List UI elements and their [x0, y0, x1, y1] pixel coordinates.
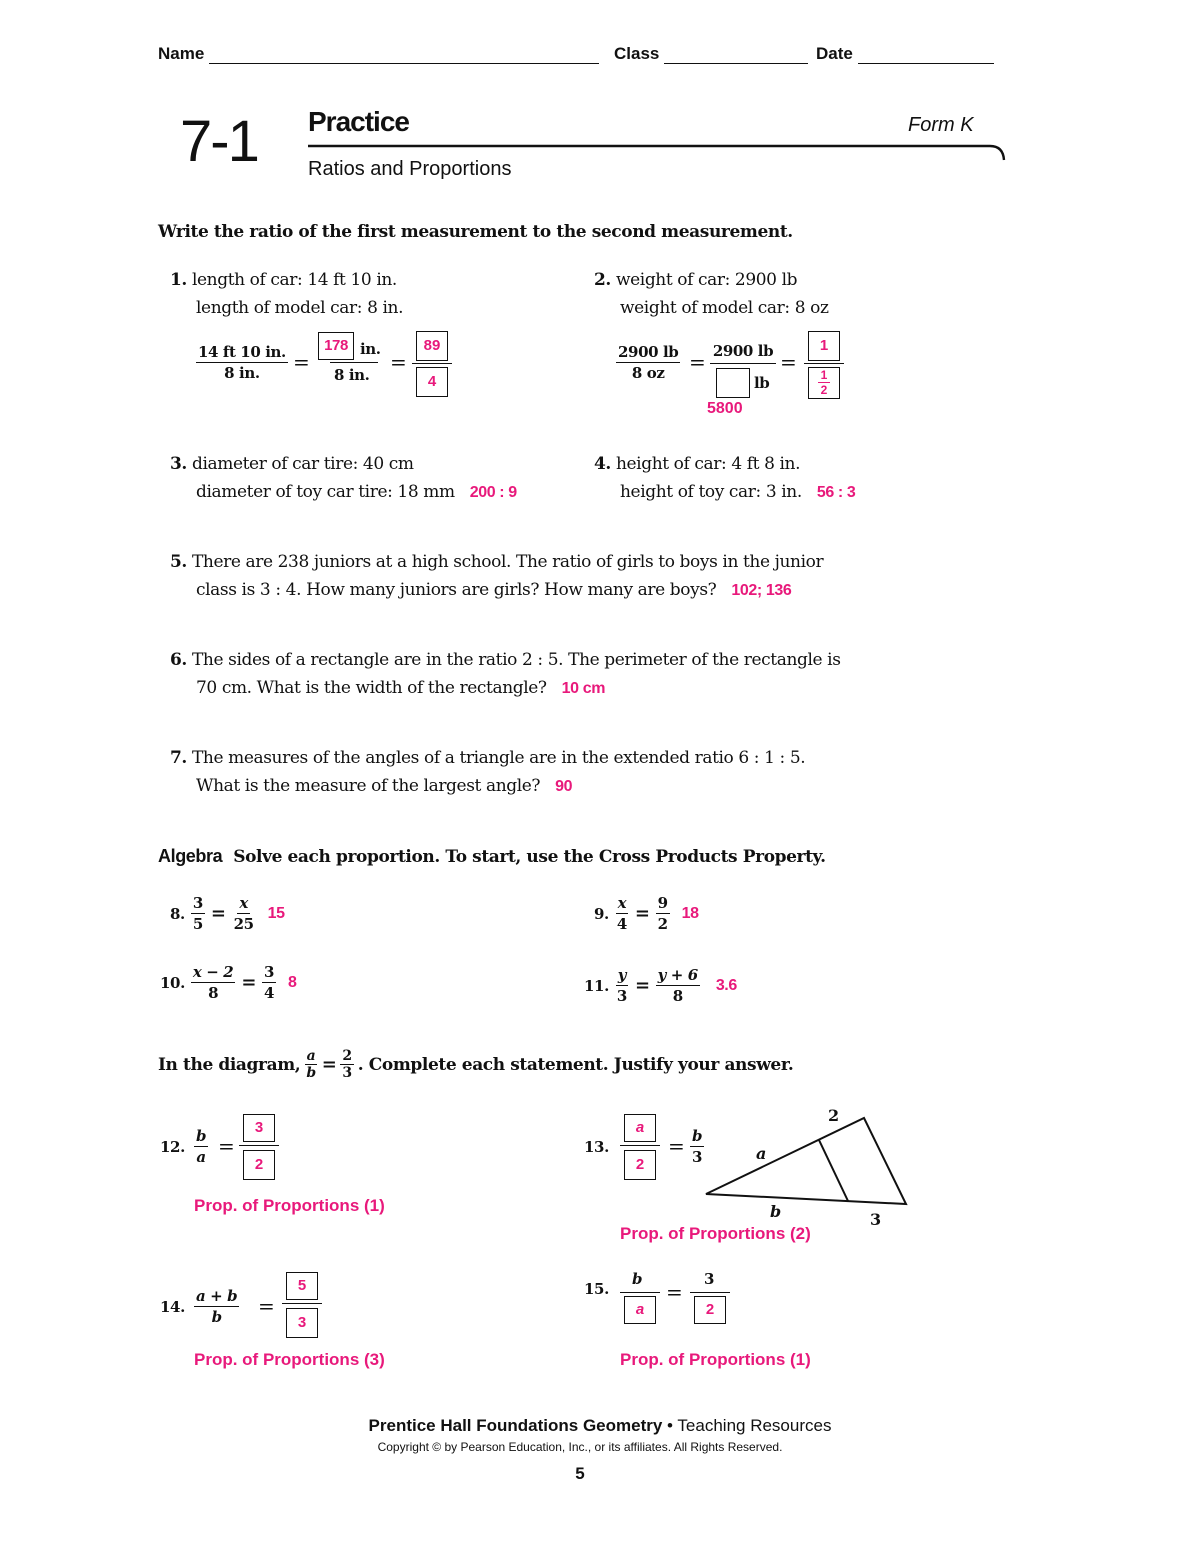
p15-eq: =: [666, 1280, 683, 1304]
triangle-outline: [706, 1118, 906, 1204]
p7-answer: 90: [555, 778, 573, 795]
date-field: Date: [816, 44, 994, 64]
p2-eq1: =: [689, 350, 706, 374]
subtitle: Ratios and Proportions: [308, 158, 512, 180]
diagram-label-2: 2: [828, 1106, 840, 1125]
problem-7: 7. The measures of the angles of a triangle are in the extended ratio 6 : 1 : 5. What is the measure of the largest angle? 90: [170, 748, 806, 796]
p1-frac1: $\frac{14 ft 10 in.}{8 in.}$: [198, 343, 286, 382]
p2-empty-box: [716, 368, 750, 398]
p2-answer-den: 1 2: [808, 367, 840, 399]
problem-2: 2. weight of car: 2900 lb weight of model car: 8 oz: [594, 270, 829, 318]
class-line: [664, 45, 808, 64]
p1-answer-bar: [412, 363, 452, 364]
section3-instruction: In the diagram, $\frac{a}{b}$ = $\frac{2}{3}$ . Complete each statement. Justify your answer.: [158, 1048, 794, 1081]
name-field: Name: [158, 44, 599, 64]
p1-box-178: 178: [318, 332, 354, 360]
p13-eq: =: [668, 1134, 685, 1158]
p15-num: 15.: [584, 1280, 609, 1298]
p13-reason: Prop. of Proportions (2): [620, 1224, 811, 1243]
form-label: Form K: [908, 114, 974, 136]
p14-box-num: 5: [286, 1272, 318, 1300]
p2-frac2-unit: lb: [754, 374, 770, 392]
footer-book: Prentice Hall Foundations Geometry • Teaching Resources: [368, 1416, 832, 1435]
p1-answer-num: 89: [416, 331, 448, 361]
p3-answer: 200 : 9: [469, 484, 517, 501]
p4-answer: 56 : 3: [816, 484, 856, 501]
section1-instruction: Write the ratio of the first measurement to the second measurement.: [158, 222, 793, 242]
p15-lhs-num: b: [632, 1270, 643, 1288]
p14-num: 14.: [160, 1298, 185, 1316]
p12-bar: [239, 1145, 279, 1146]
p2-eq2: =: [780, 350, 797, 374]
problem-11: 11. $\frac{y}{3}$ = $\frac{y + 6}{8}$ 3.6: [584, 966, 737, 1005]
p2-frac2-num: 2900 lb: [710, 342, 776, 364]
lesson-number: 7-1: [180, 109, 258, 174]
p2-answer-5800: 5800: [707, 400, 743, 417]
p12-box-den: 2: [243, 1150, 275, 1180]
class-field: Class: [614, 44, 808, 64]
p15-rhs-bar: [690, 1292, 730, 1293]
p15-box-a: a: [624, 1296, 656, 1324]
p15-lhs-bar: [620, 1292, 660, 1293]
p10-answer: 8: [288, 973, 297, 991]
diagram-label-a: a: [756, 1144, 767, 1163]
p12-num: 12.: [160, 1138, 185, 1156]
p1-eq2: =: [390, 350, 407, 374]
problem-9: 9. $\frac{x}{4}$ = $\frac{9}{2}$ 18: [594, 894, 699, 933]
p13-num: 13.: [584, 1138, 609, 1156]
problem-6: 6. The sides of a rectangle are in the ratio 2 : 5. The perimeter of the rectangle is 70 cm. What is the width of the rectangle? 10 cm: [170, 650, 841, 698]
date-line: [858, 45, 994, 64]
p11-answer: 3.6: [715, 976, 737, 994]
p1-eq1: =: [293, 350, 310, 374]
p14-lhs: $\frac{a + b}{b}$: [196, 1287, 238, 1326]
p15-reason: Prop. of Proportions (1): [620, 1350, 811, 1369]
p9-answer: 18: [681, 904, 699, 922]
p6-answer: 10 cm: [561, 680, 606, 697]
problem-8: 8. $\frac{3}{5}$ = $\frac{x}{25}$ 15: [170, 894, 285, 933]
triangle-parallel-segment: [819, 1140, 848, 1201]
problem-1: 1. length of car: 14 ft 10 in. length of model car: 8 in.: [170, 270, 404, 318]
p1-answer-den: 4: [416, 367, 448, 397]
problem-5: 5. There are 238 juniors at a high school. The ratio of girls to boys in the junior class is 3 : 4. How many juniors are girls? How many are boys? 102; 136: [170, 552, 824, 600]
p8-answer: 15: [267, 904, 285, 922]
triangle-diagram: [698, 1104, 918, 1234]
diagram-label-b: b: [770, 1202, 782, 1221]
p12-box-num: 3: [243, 1114, 275, 1142]
problem-3: 3. diameter of car tire: 40 cm diameter of toy car tire: 18 mm 200 : 9: [170, 454, 517, 502]
p15-rhs-num: 3: [704, 1270, 715, 1288]
p12-lhs: $\frac{b}{a}$: [196, 1127, 207, 1166]
p13-box-den: 2: [624, 1150, 656, 1180]
problem-10: 10. $\frac{x - 2}{8}$ = $\frac{3}{4}$ 8: [160, 963, 297, 1002]
practice-title: Practice: [308, 106, 409, 137]
p12-reason: Prop. of Proportions (1): [194, 1196, 385, 1215]
p14-bar: [282, 1303, 322, 1304]
p2-frac1: $\frac{2900 lb}{8 oz}$: [618, 343, 679, 382]
section2-heading: Algebra Solve each proportion. To start, use the Cross Products Property.: [158, 846, 826, 867]
p13-rhs: $\frac{b}{3}$: [692, 1127, 703, 1166]
page-number: 5: [575, 1464, 585, 1483]
p1-frac2-num: 178 in.: [330, 342, 378, 363]
p14-eq: =: [258, 1294, 275, 1318]
name-line: [209, 45, 599, 64]
p5-answer: 102; 136: [731, 582, 792, 599]
p2-answer-bar: [804, 363, 844, 364]
p12-eq: =: [218, 1134, 235, 1158]
p13-box-num: a: [624, 1114, 656, 1142]
p14-box-den: 3: [286, 1308, 318, 1338]
diagram-label-3: 3: [870, 1210, 882, 1229]
footer-copyright: Copyright © by Pearson Education, Inc., or its affiliates. All Rights Reserved.: [377, 1440, 783, 1454]
p2-answer-num: 1: [808, 331, 840, 361]
p13-bar: [620, 1145, 660, 1146]
p15-box-2: 2: [694, 1296, 726, 1324]
p14-reason: Prop. of Proportions (3): [194, 1350, 385, 1369]
p1-frac2-den: 8 in.: [334, 366, 370, 384]
problem-4: 4. height of car: 4 ft 8 in. height of toy car: 3 in. 56 : 3: [594, 454, 856, 502]
